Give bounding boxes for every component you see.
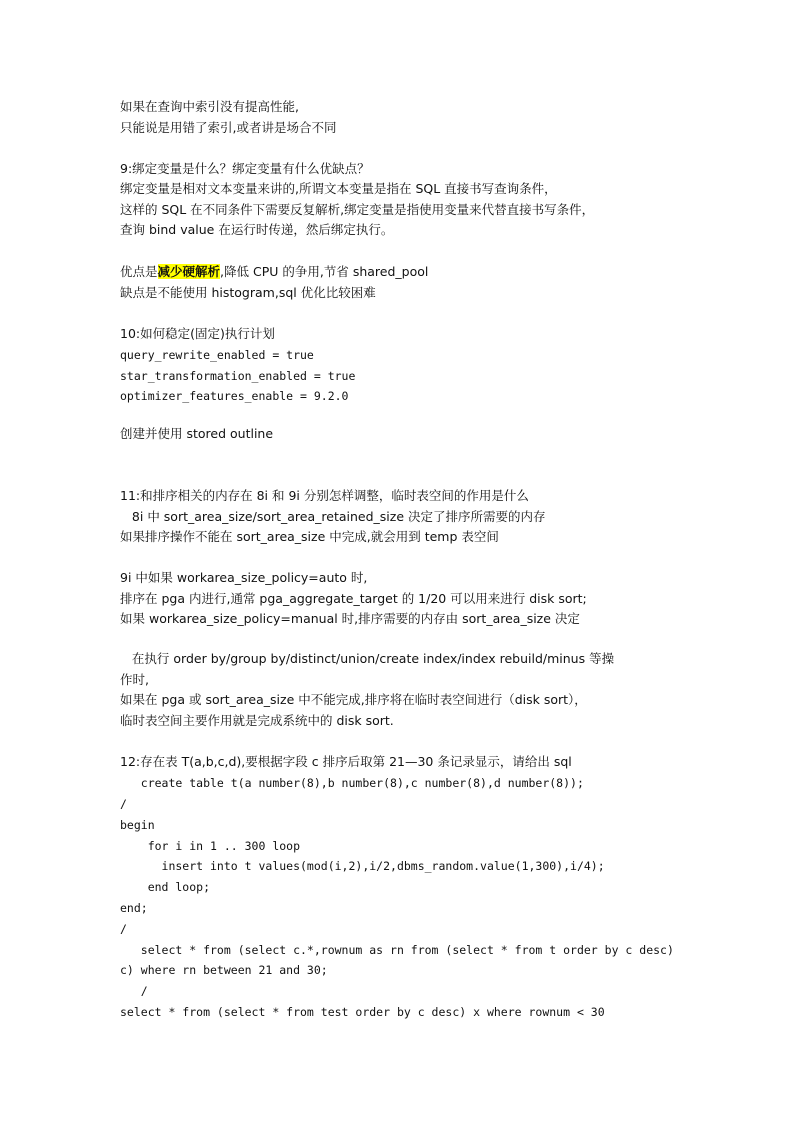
text-line: 创建并使用 stored outline	[120, 426, 274, 441]
code-line: /	[120, 922, 127, 936]
text-line: 8i 中 sort_area_size/sort_area_retained_size 决定了排序所需要的内存	[120, 509, 546, 524]
text-line: 只能说是用错了索引,或者讲是场合不同	[120, 120, 337, 135]
text-line: 查询 bind value 在运行时传递，然后绑定执行。	[120, 222, 394, 237]
code-line: create table t(a number(8),b number(8),c number(8),d number(8));	[120, 776, 584, 790]
text-line: 在执行 order by/group by/distinct/union/create index/index rebuild/minus 等操	[120, 651, 615, 666]
text-line: 绑定变量是相对文本变量来讲的,所谓文本变量是指在 SQL 直接书写查询条件，	[120, 181, 557, 196]
text-line: 临时表空间主要作用就是完成系统中的 disk sort.	[120, 713, 394, 728]
code-line: /	[120, 984, 148, 998]
code-line: select * from (select * from test order by c desc) x where rownum < 30	[120, 1005, 605, 1019]
question-heading: 12:存在表 T(a,b,c,d),要根据字段 c 排序后取第 21—30 条记录显示，请给出 sql	[120, 754, 572, 769]
code-line: star_transformation_enabled = true	[120, 369, 356, 383]
text-line: 这样的 SQL 在不同条件下需要反复解析,绑定变量是指使用变量来代替直接书写条件，	[120, 202, 595, 217]
code-line: /	[120, 797, 127, 811]
code-line: end;	[120, 901, 148, 915]
question-heading: 10:如何稳定(固定)执行计划	[120, 326, 275, 341]
code-line: optimizer_features_enable = 9.2.0	[120, 389, 349, 403]
text-line: 作时,	[120, 672, 149, 687]
code-line: begin	[120, 818, 155, 832]
text-line: 如果排序操作不能在 sort_area_size 中完成,就会用到 temp 表空间	[120, 529, 499, 544]
code-line: c) where rn between 21 and 30;	[120, 963, 328, 977]
code-line: insert into t values(mod(i,2),i/2,dbms_random.value(1,300),i/4);	[120, 859, 605, 873]
question-heading: 11:和排序相关的内存在 8i 和 9i 分别怎样调整，临时表空间的作用是什么	[120, 488, 529, 503]
text-line: 如果在查询中索引没有提高性能,	[120, 99, 299, 114]
text-line: 9i 中如果 workarea_size_policy=auto 时,	[120, 570, 368, 585]
text-line: 如果在 pga 或 sort_area_size 中不能完成,排序将在临时表空间进行（disk sort），	[120, 692, 587, 707]
text-segment: 优点是	[120, 264, 158, 279]
code-line: query_rewrite_enabled = true	[120, 348, 314, 362]
question-heading: 9:绑定变量是什么？绑定变量有什么优缺点？	[120, 161, 370, 176]
text-line	[120, 264, 428, 280]
code-line: for i in 1 .. 300 loop	[120, 839, 301, 853]
text-line: 如果 workarea_size_policy=manual 时,排序需要的内存由 sort_area_size 决定	[120, 611, 580, 626]
text-line: 缺点是不能使用 histogram,sql 优化比较困难	[120, 285, 376, 300]
text-segment: ,降低 CPU 的争用,节省 shared_pool	[220, 264, 429, 279]
code-line: select * from (select c.*,rownum as rn from (select * from t order by c desc)	[120, 943, 674, 957]
code-line: end loop;	[120, 880, 211, 894]
highlighted-text: 减少硬解析	[157, 264, 221, 279]
text-line: 排序在 pga 内进行,通常 pga_aggregate_target 的 1/20 可以用来进行 disk sort;	[120, 591, 587, 606]
